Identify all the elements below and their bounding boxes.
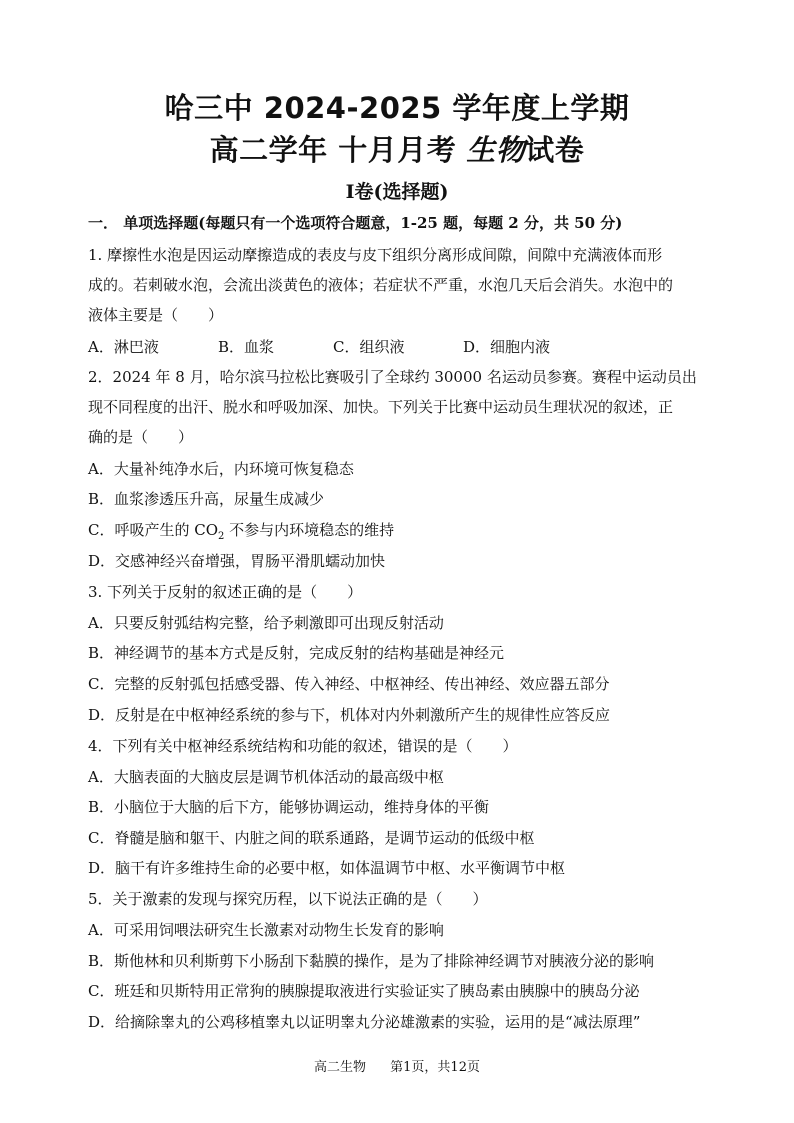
question-1-option-d: D．细胞内液 xyxy=(463,338,551,356)
footer-subject: 高二生物 xyxy=(314,1060,367,1075)
footer-page-number: 第1页，共12页 xyxy=(390,1060,480,1075)
question-3-stem: 3. 下列关于反射的叙述正确的是（ ） xyxy=(88,583,363,601)
volume-heading: Ⅰ卷(选择题) xyxy=(345,181,449,203)
question-3-option-b: B．神经调节的基本方式是反射，完成反射的结构基础是神经元 xyxy=(88,644,505,662)
subtitle-prefix: 高二学年 十月月考 xyxy=(209,133,457,167)
question-4-option-d: D．脑干有许多维持生命的必要中枢，如体温调节中枢、水平衡调节中枢 xyxy=(88,859,566,877)
question-2-option-b: B．血浆渗透压升高，尿量生成减少 xyxy=(88,490,325,508)
question-2-option-d: D．交感神经兴奋增强，胃肠平滑肌蠕动加快 xyxy=(88,552,386,570)
question-1-option-a: A．淋巴液 xyxy=(88,338,159,356)
question-1-stem-line-2: 成的。若刺破水泡，会流出淡黄色的液体；若症状不严重，水泡几天后会消失。水泡中的 xyxy=(88,276,674,294)
question-2-option-a: A．大量补纯净水后，内环境可恢复稳态 xyxy=(88,460,354,478)
question-5-option-a: A．可采用饲喂法研究生长激素对动物生长发育的影响 xyxy=(88,921,444,939)
question-4-option-c: C．脊髓是脑和躯干、内脏之间的联系通路，是调节运动的低级中枢 xyxy=(88,829,535,847)
question-3-option-c: C．完整的反射弧包括感受器、传入神经、中枢神经、传出神经、效应器五部分 xyxy=(88,675,610,693)
question-1-stem-line-1: 1. 摩擦性水泡是因运动摩擦造成的表皮与皮下组织分离形成间隙，间隙中充满液体而形 xyxy=(88,246,663,264)
subtitle-suffix: 试卷 xyxy=(525,133,585,167)
question-2-option-c-head: C．呼吸产生的 CO xyxy=(88,521,219,539)
question-3-option-a: A．只要反射弧结构完整，给予刺激即可出现反射活动 xyxy=(88,614,444,632)
question-4-stem: 4．下列有关中枢神经系统结构和功能的叙述，错误的是（ ） xyxy=(88,737,518,755)
question-3-option-d: D．反射是在中枢神经系统的参与下，机体对内外刺激所产生的规律性应答反应 xyxy=(88,706,611,724)
question-1-stem-line-3: 液体主要是（ ） xyxy=(88,306,224,324)
section-heading: 一． 单项选择题(每题只有一个选项符合题意，1-25 题，每题 2 分，共 50 分) xyxy=(88,214,623,232)
question-2-option-c-tail: 不参与内环境稳态的维持 xyxy=(224,521,395,539)
exam-title: 哈三中 2024-2025 学年度上学期 xyxy=(164,91,630,125)
question-1-options xyxy=(88,337,718,357)
question-5-option-b: B．斯他林和贝利斯剪下小肠刮下黏膜的操作，是为了排除神经调节对胰液分泌的影响 xyxy=(88,952,655,970)
question-1-option-b: B．血浆 xyxy=(218,338,275,356)
question-4-option-b: B．小脑位于大脑的后下方，能够协调运动，维持身体的平衡 xyxy=(88,798,490,816)
exam-subtitle xyxy=(0,128,794,169)
question-2-stem-line-1: 2．2024 年 8 月，哈尔滨马拉松比赛吸引了全球约 30000 名运动员参赛。赛程中运动员出 xyxy=(88,368,697,386)
question-5-option-d: D．给摘除睾丸的公鸡移植睾丸以证明睾丸分泌雄激素的实验，运用的是“减法原理” xyxy=(88,1013,641,1031)
question-5-option-c: C．班廷和贝斯特用正常狗的胰腺提取液进行实验证实了胰岛素由胰腺中的胰岛分泌 xyxy=(88,982,640,1000)
page-footer xyxy=(0,1056,794,1075)
question-2-stem-line-3: 确的是（ ） xyxy=(88,428,194,446)
question-4-option-a: A．大脑表面的大脑皮层是调节机体活动的最高级中枢 xyxy=(88,768,444,786)
subscript-2: 2 xyxy=(218,531,225,542)
question-5-stem: 5．关于激素的发现与探究历程，以下说法正确的是（ ） xyxy=(88,890,488,908)
question-2-option-c xyxy=(88,520,718,547)
question-1-option-c: C．组织液 xyxy=(333,338,405,356)
subject-name: 生物 xyxy=(466,133,526,167)
question-2-stem-line-2: 现不同程度的出汗、脱水和呼吸加深、加快。下列关于比赛中运动员生理状况的叙述，正 xyxy=(88,398,674,416)
